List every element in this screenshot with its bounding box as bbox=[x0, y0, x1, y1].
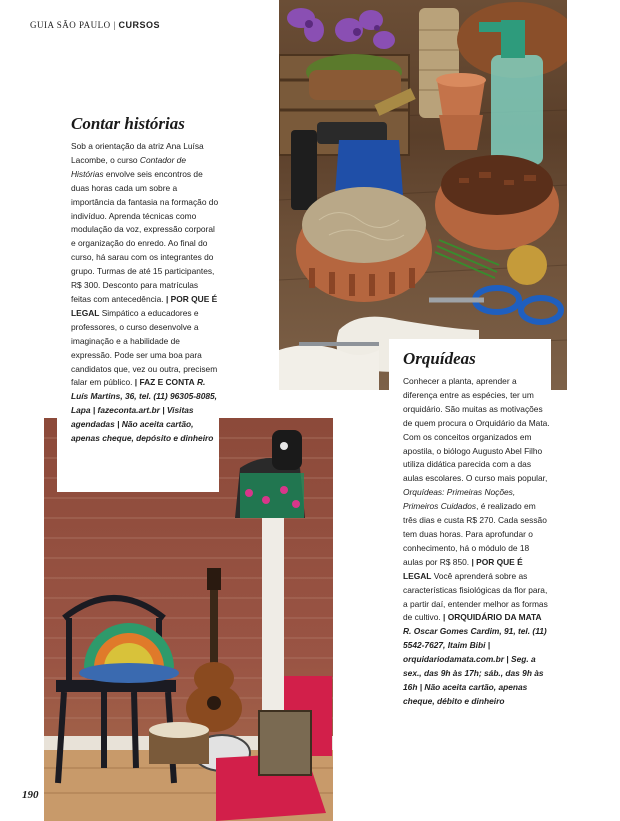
why-good-text: Simpático a educadores e professores, o curso desenvolve a imaginação e a habilidade de expressão. Pode ser uma boa para candidatos que, vez ou outra, precisem falar em público. bbox=[71, 307, 218, 388]
article-title: Contar histórias bbox=[71, 114, 185, 133]
course-name: Orquídeas: Primeiras Noções, Primeiros Cuidados bbox=[403, 487, 516, 512]
why-good-label: | POR QUE É LEGAL bbox=[403, 556, 523, 581]
article-orchids bbox=[389, 339, 551, 759]
venue-label: | FAZ E CONTA bbox=[132, 377, 195, 388]
header-separator: | bbox=[110, 20, 119, 30]
article-text: Conhecer a planta, aprender a diferença entre as espécies, ter um orquidário. São muitas as motivações de quem procura o Orquidário da Mata. Com os conceitos organizados em apostila, o biólogo Augusto Abel Filho utiliza didática parecida com a das aulas escolares. O curso mais popular, bbox=[403, 376, 550, 484]
article-storytelling bbox=[57, 104, 219, 492]
orchid-photo bbox=[279, 0, 567, 390]
header-section: GUIA SÃO PAULO bbox=[30, 20, 111, 30]
orchid-photo-illustration bbox=[279, 0, 567, 390]
article-text-cont: , é realizado em três dias e custa R$ 270. Cada sessão tem duas horas. Para aprofundar o conhecimento, há o módulo de 18 aulas por R$ 850. bbox=[403, 501, 547, 567]
why-good-text: Você aprenderá sobre as características fisiológicas da flor para, a partir daí, entender melhor as formas de cultivo. bbox=[403, 570, 548, 623]
article-title: Orquídeas bbox=[403, 349, 476, 368]
running-header bbox=[30, 20, 160, 30]
course-name: Contador de Histórias bbox=[71, 154, 187, 179]
page-number: 190 bbox=[22, 789, 39, 801]
header-category: CURSOS bbox=[118, 20, 161, 30]
article-body bbox=[403, 375, 551, 709]
venue-label: | ORQUIDÁRIO DA MATA bbox=[440, 612, 542, 623]
venue-contact: R. Luís Martins, 36, tel. (11) 96305-8085, Lapa | fazeconta.art.br | Visitas agendadas | Não aceita cartão, apenas cheque, depósito e dinheiro bbox=[71, 377, 218, 444]
venue-contact: R. Oscar Gomes Cardim, 91, tel. (11) 5542-7627, Itaim Bibi | orquidariodamata.com.br | Seg. a sex., das 9h às 17h; sáb., das 9h às 16h | Não aceita cartão, apenas cheque, débito e dinheiro bbox=[403, 626, 547, 706]
why-good-label: | POR QUE É LEGAL bbox=[71, 293, 218, 318]
article-body bbox=[71, 140, 219, 446]
article-text-cont: envolve seis encontros de duas horas cada um sobre a importância da fantasia na formação do indivíduo. Aprenda técnicas como modulação da voz, expressão corporal e organização do enredo. Ao final do curso, há sarau com os integrantes do grupo. Turmas de até 15 participantes, R$ 300. Desconto para matrículas feitas com antecedência. bbox=[71, 168, 219, 304]
article-text: Sob a orientação da atriz Ana Luísa Lacombe, o curso bbox=[71, 141, 204, 165]
